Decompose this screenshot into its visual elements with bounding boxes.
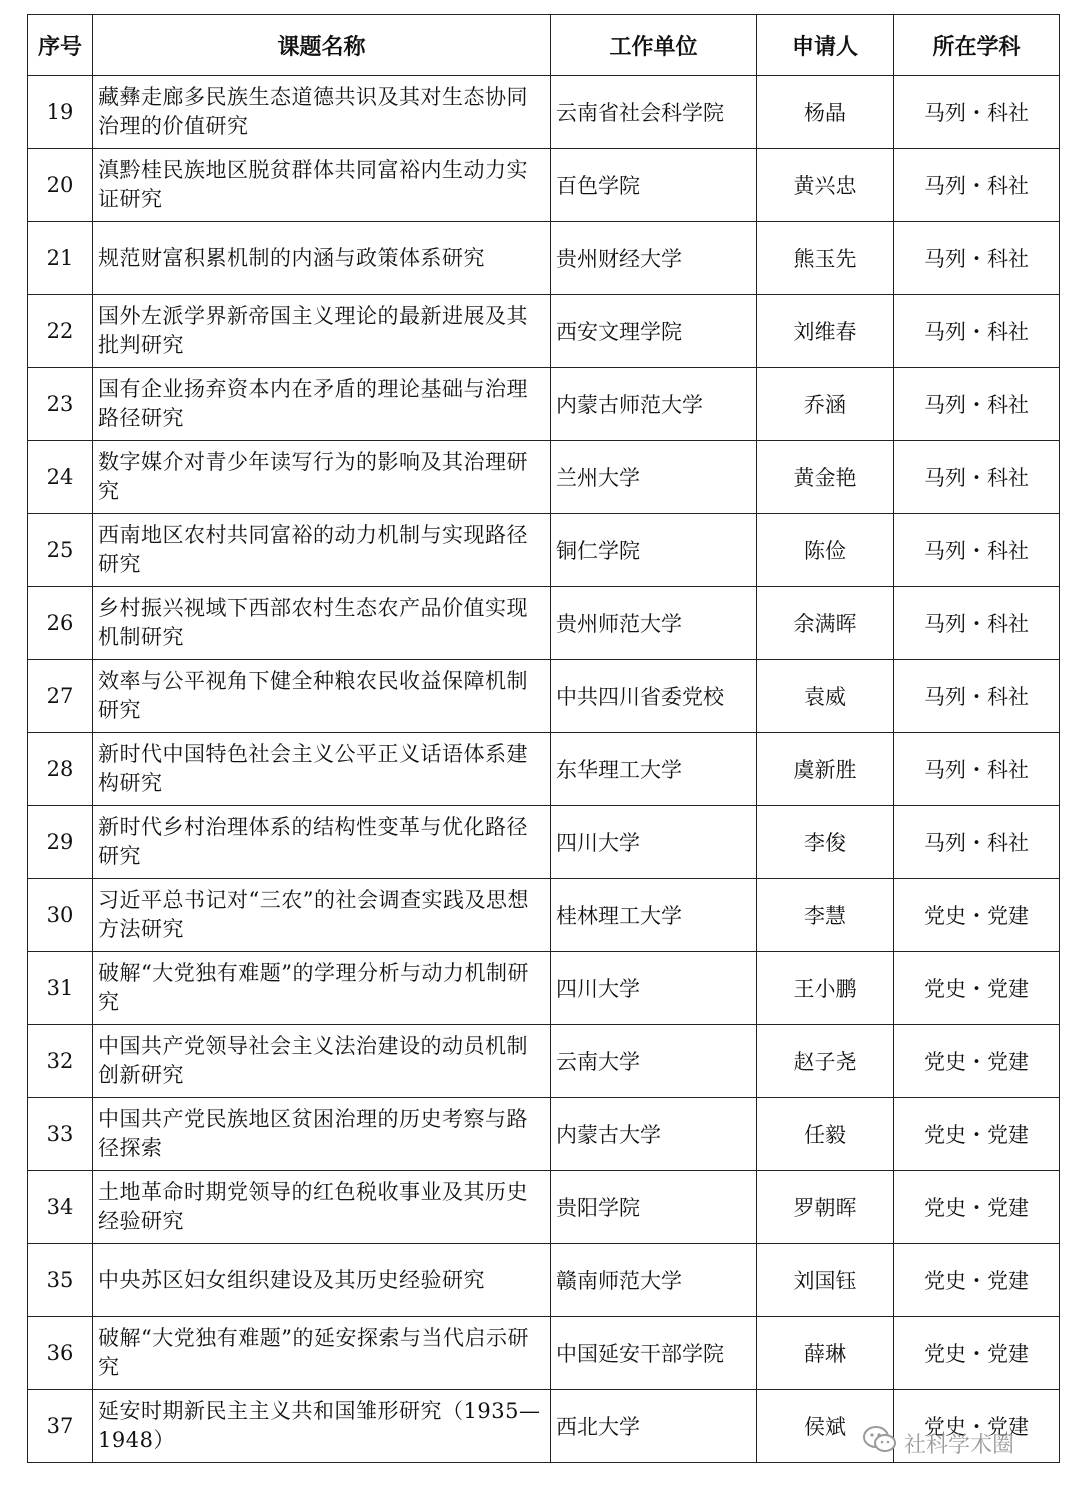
applicant-name: 熊玉先 xyxy=(757,222,894,295)
table-row xyxy=(28,660,1060,733)
row-number: 21 xyxy=(28,222,93,295)
row-number: 19 xyxy=(28,76,93,149)
work-unit: 西安文理学院 xyxy=(551,295,757,368)
row-number: 27 xyxy=(28,660,93,733)
discipline: 马列・科社 xyxy=(894,222,1060,295)
discipline: 马列・科社 xyxy=(894,733,1060,806)
wechat-icon xyxy=(862,1425,898,1461)
row-number: 29 xyxy=(28,806,93,879)
discipline: 马列・科社 xyxy=(894,76,1060,149)
table-row xyxy=(28,149,1060,222)
applicant-name: 侯斌 xyxy=(757,1390,894,1463)
discipline: 党史・党建 xyxy=(894,1390,1060,1463)
project-title: 中央苏区妇女组织建设及其历史经验研究 xyxy=(93,1244,551,1317)
applicant-name: 刘国钰 xyxy=(757,1244,894,1317)
discipline: 马列・科社 xyxy=(894,441,1060,514)
discipline: 马列・科社 xyxy=(894,660,1060,733)
applicant-name: 李慧 xyxy=(757,879,894,952)
project-title: 乡村振兴视域下西部农村生态农产品价值实现机制研究 xyxy=(93,587,551,660)
table-row xyxy=(28,76,1060,149)
work-unit: 百色学院 xyxy=(551,149,757,222)
header-org: 工作单位 xyxy=(551,15,757,76)
table-row xyxy=(28,1171,1060,1244)
work-unit: 内蒙古大学 xyxy=(551,1098,757,1171)
work-unit: 铜仁学院 xyxy=(551,514,757,587)
discipline: 党史・党建 xyxy=(894,1025,1060,1098)
discipline: 党史・党建 xyxy=(894,1098,1060,1171)
row-number: 25 xyxy=(28,514,93,587)
applicant-name: 刘维春 xyxy=(757,295,894,368)
row-number: 32 xyxy=(28,1025,93,1098)
work-unit: 内蒙古师范大学 xyxy=(551,368,757,441)
applicant-name: 乔涵 xyxy=(757,368,894,441)
applicant-name: 薛琳 xyxy=(757,1317,894,1390)
table-row xyxy=(28,514,1060,587)
project-title: 数字媒介对青少年读写行为的影响及其治理研究 xyxy=(93,441,551,514)
row-number: 26 xyxy=(28,587,93,660)
table-row xyxy=(28,295,1060,368)
table-row xyxy=(28,587,1060,660)
table-row xyxy=(28,952,1060,1025)
discipline: 党史・党建 xyxy=(894,1244,1060,1317)
row-number: 24 xyxy=(28,441,93,514)
work-unit: 东华理工大学 xyxy=(551,733,757,806)
work-unit: 云南省社会科学院 xyxy=(551,76,757,149)
work-unit: 四川大学 xyxy=(551,806,757,879)
project-title: 中国共产党领导社会主义法治建设的动员机制创新研究 xyxy=(93,1025,551,1098)
project-title: 国有企业扬弃资本内在矛盾的理论基础与治理路径研究 xyxy=(93,368,551,441)
project-title: 习近平总书记对“三农”的社会调查实践及思想方法研究 xyxy=(93,879,551,952)
discipline: 党史・党建 xyxy=(894,1317,1060,1390)
project-title: 藏彝走廊多民族生态道德共识及其对生态协同治理的价值研究 xyxy=(93,76,551,149)
project-title: 西南地区农村共同富裕的动力机制与实现路径研究 xyxy=(93,514,551,587)
discipline: 党史・党建 xyxy=(894,952,1060,1025)
work-unit: 贵阳学院 xyxy=(551,1171,757,1244)
applicant-name: 余满晖 xyxy=(757,587,894,660)
row-number: 31 xyxy=(28,952,93,1025)
applicant-name: 袁威 xyxy=(757,660,894,733)
work-unit: 贵州财经大学 xyxy=(551,222,757,295)
table-row xyxy=(28,441,1060,514)
work-unit: 四川大学 xyxy=(551,952,757,1025)
project-title: 国外左派学界新帝国主义理论的最新进展及其批判研究 xyxy=(93,295,551,368)
project-title: 规范财富积累机制的内涵与政策体系研究 xyxy=(93,222,551,295)
table-row xyxy=(28,879,1060,952)
table-row xyxy=(28,1025,1060,1098)
work-unit: 兰州大学 xyxy=(551,441,757,514)
discipline: 党史・党建 xyxy=(894,1171,1060,1244)
applicant-name: 赵子尧 xyxy=(757,1025,894,1098)
discipline: 马列・科社 xyxy=(894,295,1060,368)
table-row xyxy=(28,1317,1060,1390)
discipline: 马列・科社 xyxy=(894,806,1060,879)
work-unit: 赣南师范大学 xyxy=(551,1244,757,1317)
watermark-text: 社科学术圈 xyxy=(904,1432,1015,1458)
applicant-name: 虞新胜 xyxy=(757,733,894,806)
project-title: 新时代中国特色社会主义公平正义话语体系建构研究 xyxy=(93,733,551,806)
project-title: 延安时期新民主主义共和国雏形研究（1935—1948） xyxy=(93,1390,551,1463)
discipline: 党史・党建 xyxy=(894,879,1060,952)
header-row xyxy=(28,15,1060,76)
table-row xyxy=(28,222,1060,295)
table-row xyxy=(28,733,1060,806)
header-applicant: 申请人 xyxy=(757,15,894,76)
project-title: 破解“大党独有难题”的延安探索与当代启示研究 xyxy=(93,1317,551,1390)
header-title: 课题名称 xyxy=(93,15,551,76)
row-number: 35 xyxy=(28,1244,93,1317)
row-number: 20 xyxy=(28,149,93,222)
work-unit: 桂林理工大学 xyxy=(551,879,757,952)
row-number: 28 xyxy=(28,733,93,806)
row-number: 37 xyxy=(28,1390,93,1463)
project-title: 破解“大党独有难题”的学理分析与动力机制研究 xyxy=(93,952,551,1025)
applicant-name: 王小鹏 xyxy=(757,952,894,1025)
work-unit: 西北大学 xyxy=(551,1390,757,1463)
row-number: 33 xyxy=(28,1098,93,1171)
project-title: 效率与公平视角下健全种粮农民收益保障机制研究 xyxy=(93,660,551,733)
discipline: 马列・科社 xyxy=(894,149,1060,222)
table-row xyxy=(28,1244,1060,1317)
project-title: 土地革命时期党领导的红色税收事业及其历史经验研究 xyxy=(93,1171,551,1244)
discipline: 马列・科社 xyxy=(894,587,1060,660)
work-unit: 贵州师范大学 xyxy=(551,587,757,660)
project-title: 中国共产党民族地区贫困治理的历史考察与路径探索 xyxy=(93,1098,551,1171)
row-number: 30 xyxy=(28,879,93,952)
watermark xyxy=(862,1425,1014,1461)
header-no: 序号 xyxy=(28,15,93,76)
row-number: 34 xyxy=(28,1171,93,1244)
applicant-name: 任毅 xyxy=(757,1098,894,1171)
project-table xyxy=(27,14,1060,1463)
row-number: 36 xyxy=(28,1317,93,1390)
applicant-name: 黄兴忠 xyxy=(757,149,894,222)
table-row xyxy=(28,1098,1060,1171)
work-unit: 中国延安干部学院 xyxy=(551,1317,757,1390)
applicant-name: 杨晶 xyxy=(757,76,894,149)
applicant-name: 李俊 xyxy=(757,806,894,879)
header-discipline: 所在学科 xyxy=(894,15,1060,76)
discipline: 马列・科社 xyxy=(894,514,1060,587)
applicant-name: 黄金艳 xyxy=(757,441,894,514)
table-row xyxy=(28,806,1060,879)
project-title: 新时代乡村治理体系的结构性变革与优化路径研究 xyxy=(93,806,551,879)
discipline: 马列・科社 xyxy=(894,368,1060,441)
row-number: 23 xyxy=(28,368,93,441)
work-unit: 中共四川省委党校 xyxy=(551,660,757,733)
row-number: 22 xyxy=(28,295,93,368)
work-unit: 云南大学 xyxy=(551,1025,757,1098)
applicant-name: 陈俭 xyxy=(757,514,894,587)
applicant-name: 罗朝晖 xyxy=(757,1171,894,1244)
table-row xyxy=(28,368,1060,441)
project-title: 滇黔桂民族地区脱贫群体共同富裕内生动力实证研究 xyxy=(93,149,551,222)
